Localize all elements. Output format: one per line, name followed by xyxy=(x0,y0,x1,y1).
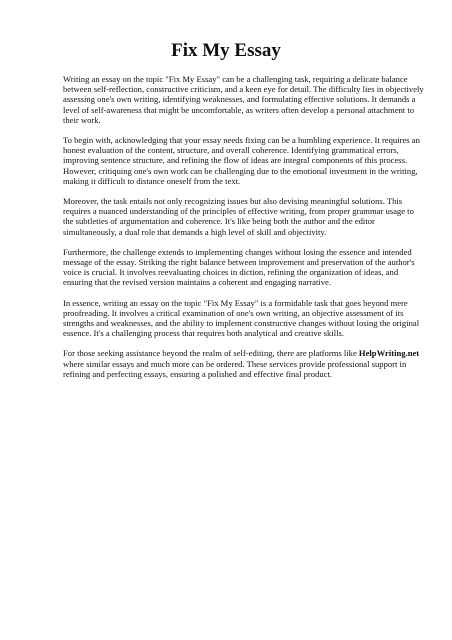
document-body xyxy=(63,74,425,389)
paragraph-intro: Writing an essay on the topic "Fix My Essay" can be a challenging task, requiring a delicate balance between self-reflection, constructive criticism, and a keen eye for detail. The difficulty lies in objectively assessing one's own writing, identifying weaknesses, and formulating effective solutions. It demands a level of self-awareness that might be uncomfortable, as writers often develop a personal attachment to their work. xyxy=(63,74,424,125)
paragraph-acknowledging: To begin with, acknowledging that your essay needs fixing can be a humbling experience. It requires an honest evaluation of the content, structure, and overall coherence. Identifying grammatical errors, improving sentence structure, and refining the flow of ideas are integral components of this process. However, critiquing one's own work can be challenging due to the emotional investment in the writing, making it difficult to distance oneself from the text. xyxy=(63,135,420,186)
paragraph-assistance xyxy=(63,348,425,379)
brand-name: HelpWriting.net xyxy=(358,348,420,359)
assistance-text-after: where similar essays and much more can be ordered. These services provide professional support in refining and perfecting essays, ensuring a polished and effective final product. xyxy=(63,358,407,379)
assistance-text-before: For those seeking assistance beyond the realm of self-editing, there are platforms like xyxy=(63,348,359,359)
paragraph-essence: In essence, writing an essay on the topic "Fix My Essay" is a formidable task that goes beyond mere proofreading. It involves a critical examination of one's own writing, an objective assessment of its strengths and weaknesses, and the ability to implement constructive changes without losing the original essence. It's a challenging process that requires both analytical and creative skills. xyxy=(63,297,420,339)
document-title: Fix My Essay xyxy=(171,40,281,61)
paragraph-moreover: Moreover, the task entails not only recognizing issues but also devising meaningful solutions. This requires a nuanced understanding of the principles of effective writing, from proper grammar usage to the subtleties of argumentation and coherence. It's like being both the author and the editor simultaneously, a dual role that demands a high level of skill and objectivity. xyxy=(63,196,414,237)
paragraph-furthermore: Furthermore, the challenge extends to implementing changes without losing the essence and intended message of the essay. Striking the right balance between improvement and preservation of the author's voice is crucial. It involves reevaluating choices in diction, refining the organization of ideas, and ensuring that the revised version maintains a coherent and engaging narrative. xyxy=(63,246,415,288)
